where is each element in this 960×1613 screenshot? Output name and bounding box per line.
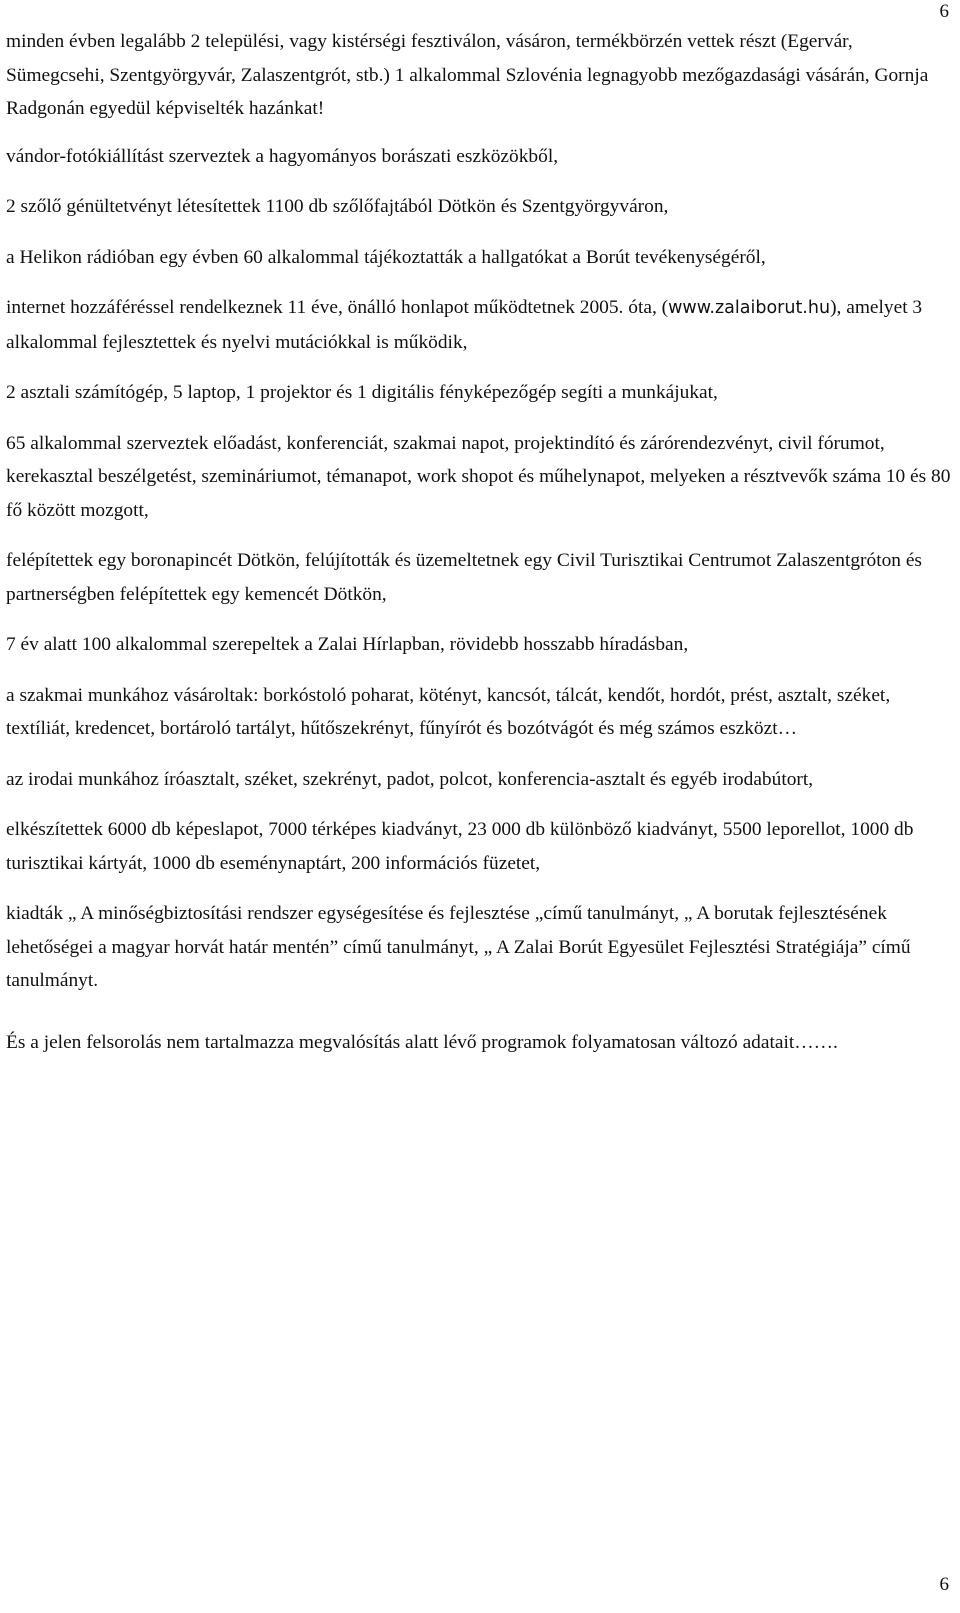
paragraph-equipment: 2 asztali számítógép, 5 laptop, 1 projektor és 1 digitális fényképezőgép segíti a munkájukat, bbox=[6, 382, 718, 403]
website-text-before: internet hozzáféréssel rendelkeznek 11 éve, önálló honlapot működtetnek 2005. óta, ( bbox=[6, 297, 669, 318]
paragraph-closing-note: És a jelen felsorolás nem tartalmazza megvalósítás alatt lévő programok folyamatosan változó adatait……. bbox=[6, 1031, 838, 1053]
page-number-bottom: 6 bbox=[939, 1574, 949, 1595]
website-text-after: ), amelyet 3 alkalommal fejlesztettek és nyelvi mutációkkal is működik, bbox=[6, 297, 923, 353]
paragraph-publications: elkészítettek 6000 db képeslapot, 7000 térképes kiadványt, 23 000 db különböző kiadványt, 5500 leporellot, 1000 db turisztikai kártyát, 1000 db eseménynaptárt, 200 információs füzetet, bbox=[6, 819, 914, 874]
document-body bbox=[6, 25, 951, 1059]
paragraph-helikon-radio: a Helikon rádióban egy évben 60 alkalommal tájékoztatták a hallgatókat a Borút tevékenységéről, bbox=[6, 246, 766, 268]
paragraph-studies: kiadták „ A minőségbiztosítási rendszer egységesítése és fejlesztése „című tanulmányt, „ A borutak fejlesztésének lehetőségei a magyar horvát határ mentén” című tanulmányt, „ A Zalai Borút Egyesület Fejlesztési Stratégiája” című tanulmányt. bbox=[6, 903, 911, 991]
paragraph-press: 7 év alatt 100 alkalommal szerepeltek a Zalai Hírlapban, rövidebb hosszabb híradásban, bbox=[6, 634, 689, 655]
paragraph-office-furniture: az irodai munkához íróasztalt, széket, szekrényt, padot, polcot, konferencia-asztalt és egyéb irodabútort, bbox=[6, 768, 814, 790]
paragraph-professional-purchases: a szakmai munkához vásároltak: borkóstoló poharat, kötényt, kancsót, tálcát, kendőt, hordót, prést, asztalt, széket, textíliát, kredencet, bortároló tartályt, hűtőszekrényt, fűnyírót és bozótvágót és még számos eszközt… bbox=[6, 684, 891, 739]
paragraph-photo-exhibition: vándor-fotókiállítást szerveztek a hagyományos borászati eszközökből, bbox=[6, 145, 559, 167]
paragraph-buildings: felépítettek egy boronapincét Dötkön, felújították és üzemeltetnek egy Civil Turisztikai Centrumot Zalaszentgróton és partnerségben felépítettek egy kemencét Dötkön, bbox=[6, 550, 922, 605]
paragraph-events: 65 alkalommal szerveztek előadást, konferenciát, szakmai napot, projektindító és zárórendezvényt, civil fórumot, kerekasztal beszélgetést, szemináriumot, témanapot, work shopot és műhelynapot, melyeken a résztvevők száma 10 és 80 fő között mozgott, bbox=[6, 432, 951, 521]
website-link[interactable]: www.zalaiborut.hu bbox=[668, 298, 831, 318]
page-number-top: 6 bbox=[939, 1, 949, 22]
paragraph-gene-plantation: 2 szőlő génültetvényt létesítettek 1100 db szőlőfajtából Dötkön és Szentgyörgyváron, bbox=[6, 196, 669, 217]
paragraph-festivals: minden évben legalább 2 települési, vagy kistérségi fesztiválon, vásáron, termékbörzén vettek részt (Egervár, Sümegcsehi, Szentgyörgyvár, Zalaszentgrót, stb.) 1 alkalommal Szlovénia legnagyobb mezőgazdasági vásárán, Gornja Radgonán egyedül képviselték hazánkat! bbox=[6, 31, 929, 119]
paragraph-internet-website bbox=[6, 291, 951, 359]
